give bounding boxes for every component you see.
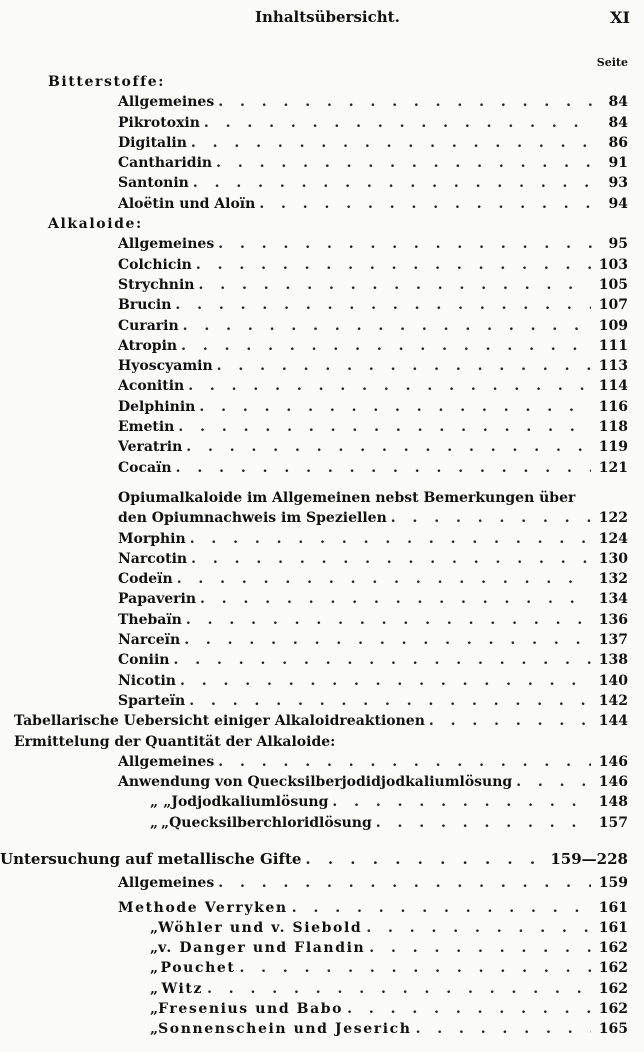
entry-page: 136	[598, 611, 628, 628]
toc-entry	[0, 691, 644, 711]
entry-label: Jodjodkaliumlösung	[171, 794, 329, 811]
entry-label: Methode Verryken	[118, 899, 288, 916]
entry-page: 142	[598, 692, 628, 709]
entry-label: Strychnin	[118, 276, 195, 293]
ditto-mark: „	[163, 794, 172, 811]
leader-dots	[191, 549, 591, 569]
entry-page: 137	[598, 632, 628, 649]
toc-entry	[0, 458, 644, 478]
leader-dots	[292, 898, 591, 918]
leader-dots	[207, 979, 591, 999]
leader-dots	[199, 397, 590, 417]
entry-label: Atropin	[118, 337, 178, 354]
leader-dots	[416, 1019, 591, 1039]
leader-dots	[376, 813, 591, 833]
leader-dots	[216, 153, 592, 173]
leader-dots	[391, 508, 591, 528]
method-entry	[0, 958, 644, 978]
bitterstoffe-list	[0, 92, 644, 214]
metall-methode	[0, 898, 644, 918]
opium-entry-line2	[0, 508, 644, 528]
ditto-mark: „	[150, 814, 159, 831]
entry-label: Sonnenschein und Jeserich	[158, 1021, 412, 1038]
entry-label: Codeïn	[118, 571, 173, 588]
leader-dots	[429, 711, 591, 731]
entry-page: 93	[608, 175, 628, 192]
toc-entry	[0, 569, 644, 589]
leader-dots	[218, 92, 592, 112]
entry-page: 105	[598, 276, 628, 293]
entry-page: 140	[598, 672, 628, 689]
ermittelung-allgemeines	[0, 752, 644, 772]
toc-entry	[0, 589, 644, 609]
toc-entry	[0, 671, 644, 691]
ditto-mark: „	[150, 980, 159, 997]
leader-dots	[369, 938, 590, 958]
method-entry	[0, 1019, 644, 1039]
leader-dots	[188, 376, 591, 396]
leader-dots	[196, 255, 591, 275]
method-entry	[0, 999, 644, 1019]
leader-dots	[181, 336, 591, 356]
entry-label: Pouchet	[160, 960, 236, 977]
entry-page: 121	[598, 459, 628, 476]
leader-dots	[178, 417, 590, 437]
leader-dots	[366, 918, 590, 938]
toc-entry	[0, 397, 644, 417]
entry-page: 157	[598, 814, 628, 831]
entry-label: Allgemeines	[118, 875, 215, 892]
entry-label: Hyoscyamin	[118, 358, 213, 375]
leader-dots	[347, 999, 591, 1019]
leader-dots	[218, 234, 592, 254]
entry-page: 146	[598, 774, 628, 791]
toc-entry	[0, 173, 644, 193]
ditto-mark: „	[150, 1001, 159, 1018]
toc-entry	[0, 376, 644, 396]
entry-label: Cantharidin	[118, 155, 213, 172]
toc-entry	[0, 234, 644, 254]
entry-page: 162	[598, 940, 628, 957]
leader-dots	[189, 691, 591, 711]
toc-entry	[0, 194, 644, 214]
toc-entry	[0, 336, 644, 356]
entry-page: 118	[598, 419, 628, 436]
page-number-roman: XI	[610, 8, 630, 27]
entry-label: Papaverin	[118, 591, 196, 608]
section-heading-alkaloide: Alkaloide:	[48, 216, 143, 233]
toc-entry	[0, 133, 644, 153]
toc-entry	[0, 630, 644, 650]
leader-dots	[190, 529, 591, 549]
toc-entry	[0, 650, 644, 670]
entry-label: Brucin	[118, 297, 172, 314]
ditto-entry	[0, 813, 644, 833]
entry-label: Emetin	[118, 419, 175, 436]
opium-entry-label: den Opiumnachweis im Speziellen	[118, 510, 387, 527]
opium-entry-line1: Opiumalkaloide im Allgemeinen nebst Bemerkungen über	[118, 489, 576, 506]
entry-page: 162	[598, 980, 628, 997]
ditto-mark: „	[150, 919, 159, 936]
method-entry	[0, 979, 644, 999]
alkaloide-list-2	[0, 529, 644, 712]
leader-dots	[175, 295, 590, 315]
entry-label: Narcotin	[118, 550, 188, 567]
metall-section-heading: Untersuchung auf metallische Gifte	[0, 849, 302, 868]
leader-dots	[183, 316, 591, 336]
page-title: Inhaltsübersicht.	[255, 8, 400, 26]
entry-page: 107	[598, 297, 628, 314]
entry-label: Wöhler und v. Siebold	[158, 919, 363, 936]
alkaloide-list	[0, 234, 644, 478]
entry-page: 95	[608, 236, 628, 253]
leader-dots	[180, 671, 591, 691]
entry-label: Quecksilberchloridlösung	[169, 814, 372, 831]
toc-entry	[0, 113, 644, 133]
table-of-contents	[0, 72, 644, 1040]
section-heading-bitterstoffe: Bitterstoffe:	[48, 74, 165, 90]
entry-page: 146	[598, 753, 628, 770]
entry-label: Morphin	[118, 530, 186, 547]
leader-dots	[176, 458, 591, 478]
toc-entry	[0, 153, 644, 173]
ermittelung-ditto-list	[0, 792, 644, 833]
entry-page: 162	[598, 960, 628, 977]
entry-page: 111	[598, 337, 628, 354]
entry-label: Veratrin	[118, 439, 183, 456]
method-entry	[0, 918, 644, 938]
leader-dots	[332, 792, 590, 812]
entry-label: Sparteïn	[118, 692, 186, 709]
entry-page: 119	[598, 439, 628, 456]
entry-label: Digitalin	[118, 134, 187, 151]
leader-dots	[186, 610, 591, 630]
entry-label: Nicotin	[118, 672, 176, 689]
entry-label: Thebaïn	[118, 611, 182, 628]
leader-dots	[177, 569, 591, 589]
entry-label: Santonin	[118, 175, 189, 192]
leader-dots	[184, 630, 591, 650]
entry-label: Pikrotoxin	[118, 114, 200, 131]
toc-entry	[0, 437, 644, 457]
entry-page: 84	[608, 114, 628, 131]
ditto-mark: „	[150, 794, 159, 811]
entry-label: Allgemeines	[118, 753, 215, 770]
leader-dots	[193, 173, 592, 193]
entry-page: 159	[598, 875, 628, 892]
entry-page: 116	[598, 398, 628, 415]
leader-dots	[200, 589, 591, 609]
entry-page: 109	[598, 317, 628, 334]
toc-entry	[0, 610, 644, 630]
ditto-mark: „	[150, 940, 159, 957]
entry-page: 148	[598, 794, 628, 811]
entry-label: Fresenius und Babo	[158, 1001, 344, 1018]
leader-dots	[204, 113, 592, 133]
entry-page: 94	[608, 195, 628, 212]
entry-label: Allgemeines	[118, 236, 215, 253]
ditto-mark: „	[150, 960, 159, 977]
entry-label: Narceïn	[118, 632, 181, 649]
leader-dots	[191, 133, 592, 153]
leader-dots	[173, 650, 590, 670]
leader-dots	[217, 356, 591, 376]
page-header	[0, 8, 644, 32]
leader-dots	[218, 873, 591, 893]
entry-page: 161	[598, 899, 628, 916]
metall-section-pages: 159—228	[550, 849, 628, 868]
method-entry	[0, 938, 644, 958]
toc-entry	[0, 255, 644, 275]
entry-label: Aconitin	[118, 378, 185, 395]
entry-label: Anwendung von Quecksilberjodidjodkaliumlösung	[118, 774, 513, 791]
opium-entry-page: 122	[598, 510, 628, 527]
ditto-entry	[0, 792, 644, 812]
entry-page: 165	[598, 1021, 628, 1038]
entry-page: 91	[608, 155, 628, 172]
entry-page: 113	[598, 358, 628, 375]
entry-label: Colchicin	[118, 256, 192, 273]
entry-page: 162	[598, 1001, 628, 1018]
entry-page: 138	[598, 652, 628, 669]
tabellarische-label: Tabellarische Uebersicht einiger Alkaloidreaktionen	[14, 713, 425, 730]
entry-label: Aloëtin und Aloïn	[118, 195, 256, 212]
entry-label: Cocaïn	[118, 459, 172, 476]
toc-entry	[0, 92, 644, 112]
toc-entry	[0, 529, 644, 549]
entry-page: 86	[608, 134, 628, 151]
entry-page: 132	[598, 571, 628, 588]
entry-label: Allgemeines	[118, 94, 215, 111]
toc-entry	[0, 417, 644, 437]
toc-entry	[0, 316, 644, 336]
metall-methods-list	[0, 918, 644, 1040]
seite-label: Seite	[596, 56, 628, 69]
leader-dots	[516, 772, 591, 792]
toc-entry	[0, 295, 644, 315]
entry-page: 84	[608, 94, 628, 111]
leader-dots	[186, 437, 590, 457]
ermittelung-heading: Ermittelung der Quantität der Alkaloide:	[14, 733, 336, 750]
metall-section-entry	[0, 849, 644, 869]
entry-page: 130	[598, 550, 628, 567]
ditto-mark: „	[161, 814, 170, 831]
leader-dots	[259, 194, 592, 214]
entry-page: 134	[598, 591, 628, 608]
metall-allgemeines	[0, 873, 644, 893]
entry-label: Delphinin	[118, 398, 196, 415]
entry-page: 114	[598, 378, 628, 395]
toc-entry	[0, 549, 644, 569]
tabellarische-entry	[0, 711, 644, 731]
leader-dots	[218, 752, 591, 772]
toc-entry	[0, 356, 644, 376]
entry-page: 124	[598, 530, 628, 547]
entry-label: Curarin	[118, 317, 179, 334]
entry-label: Witz	[161, 980, 204, 997]
leader-dots	[305, 849, 542, 869]
entry-page: 161	[598, 919, 628, 936]
toc-entry	[0, 275, 644, 295]
entry-label: Coniin	[118, 652, 170, 669]
entry-label: v. Danger und Flandin	[158, 940, 366, 957]
leader-dots	[239, 958, 590, 978]
ditto-mark: „	[150, 1021, 159, 1038]
entry-page: 103	[598, 256, 628, 273]
leader-dots	[198, 275, 590, 295]
tabellarische-page: 144	[598, 713, 628, 730]
ermittelung-anwendung	[0, 772, 644, 792]
